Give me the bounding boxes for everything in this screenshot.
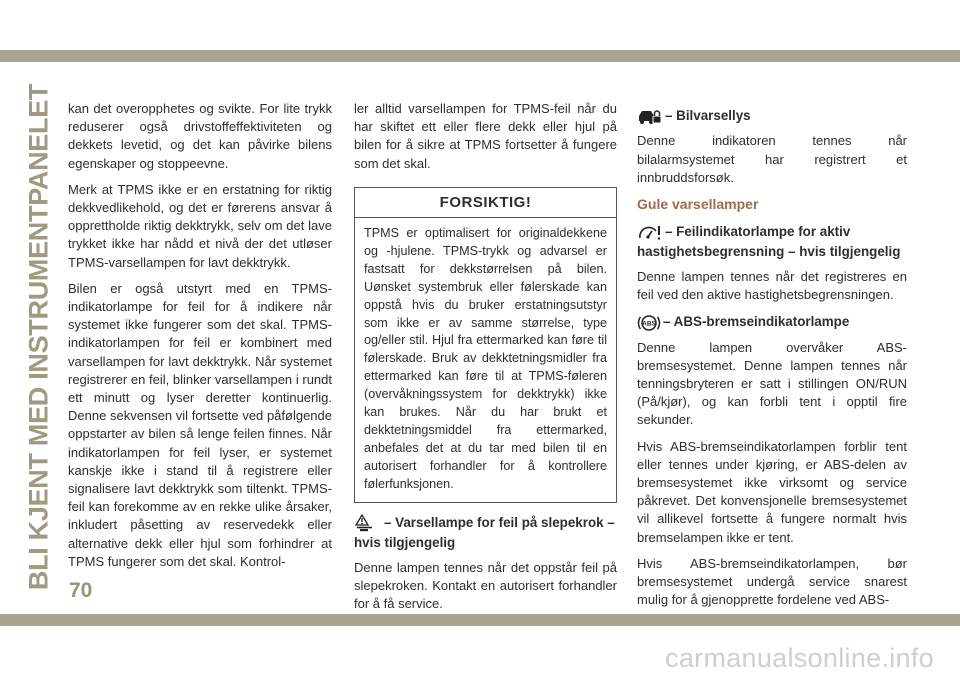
speed-limiter-fault-heading-text: – Feilindikatorlampe for aktiv hastighetsbegrensning – hvis tilgjengelig (637, 224, 901, 259)
paragraph: Denne indikatoren tennes når bilalarmsystemet har registrert et innbruddsforsøk. (637, 133, 907, 185)
text-column-2 (354, 100, 617, 622)
section-sidebar-title (23, 83, 54, 591)
vehicle-security-icon (637, 107, 663, 125)
text-column-3 (637, 100, 907, 617)
paragraph: Hvis ABS-bremseindikatorlampen forblir tent eller tennes under kjøring, er ABS-delen av bremsesystemet ikke virksomt og service påkrevet. Det konvensjonelle bremsesystemet vil allikevel fortsette å fungere normalt hvis bremselampen ikke er tent. (637, 438, 907, 545)
paragraph: Denne lampen tennes når det registreres en feil ved den aktive hastighetsbegrensningen. (637, 268, 907, 302)
speed-limiter-fault-heading (637, 222, 907, 260)
paragraph: Bilen er også utstyrt med en TPMS-indikatorlampe for feil for å indikere når systemet ikke fungerer som det skal. TPMS-indikatorlampen for feil er kombinert med varsellampen for lavt dekktrykk. Når systemet registrerer en feil, blinker varsellampen i rundt ett minutt og lyser deretter kontinuerlig. Denne sekvensen vil fortsette ved påfølgende oppstarter av bilen så lenge feilen finnes. Når indikatorlampen for feil lyser, er systemet kanskje ikke i stand til å registrere eller signalisere lavt dekktrykk som tiltenkt. TPMS-feil kan forekomme av en rekke ulike årsaker, inkludert påsetting av reservedekk eller alternative dekk eller hjul som forhindrer at TPMS fungerer som det skal. Kontrol- (68, 280, 332, 569)
paragraph: ler alltid varsellampen for TPMS-feil når du har skiftet ett eller flere dekk eller hjul på bilen for å sikre at TPMS fortsetter å fungere som det skal. (354, 101, 617, 171)
caution-box (354, 187, 617, 503)
abs-indicator-heading (637, 312, 907, 331)
caution-title: FORSIKTIG! (355, 188, 616, 218)
paragraph: kan det overopphetes og svikte. For lite trykk reduserer også drivstoffeffektiviteten og dekkets levetid, og det kan påvirke bilens egenskaper og stoppeevne. (68, 101, 332, 171)
abs-icon (637, 314, 661, 332)
trailer-hitch-warning-icon (354, 513, 382, 533)
vehicle-alarm-heading (637, 106, 907, 125)
paragraph: Denne lampen overvåker ABS-bremsesystemet. Denne lampen tennes når tenningsbryteren er satt i stillingen ON/RUN (På/kjør), og kan forbli tent i opptil fire sekunder. (637, 339, 907, 428)
paragraph: Hvis ABS-bremseindikatorlampen, bør bremsesystemet undergå service snarest mulig for å gjenopprette fordelene ved ABS- (637, 555, 907, 608)
trailer-warning-heading (354, 513, 617, 552)
caution-text: TPMS er optimalisert for originaldekkene og -hjulene. TPMS-trykk og advarsel er fastsatt for dekkstørrelsen på bilen. Uønsket systembruk eller følerskade kan oppstå hvis du bruker erstatningsutstyr som ikke er av samme størrelse, type og/eller stil. Hjul fra ettermarked kan føre til følerskade. Bruk av dekktetningsmidler fra ettermarked kan føre til at TPMS-føleren (overvåkningssystem for dekktrykk) ikke kan brukes. Når du har brukt et dekktetningsmiddel fra ettermarked, anbefales det at du tar med bilen til en autorisert forhandler for å kontrollere følerfunksjonen. (364, 226, 607, 491)
text-column-1 (68, 100, 332, 579)
svg-text:ABS: ABS (642, 319, 656, 327)
vehicle-alarm-heading-text: – Bilvarsellys (665, 108, 751, 123)
paragraph: Denne lampen tennes når det oppstår feil på slepekroken. Kontakt en autorisert forhandler for å få service. (354, 560, 617, 612)
paragraph: Merk at TPMS ikke er en erstatning for riktig dekkvedlikehold, og det er førerens ansvar å opprettholde riktig dekktrykk, selv om det lave trykket ikke har nådd et nivå der det utløser TPMS-varsellampen for lavt dekktrykk. (68, 181, 332, 270)
speed-limiter-fault-icon (637, 224, 663, 242)
sidebar-title-text: BLI KJENT MED INSTRUMENTPANELET (23, 83, 54, 591)
yellow-warning-lights-heading: Gule varsellamper (637, 196, 759, 213)
trailer-warning-heading-text: – Varsellampe for feil på slepekrok – hvis tilgjengelig (354, 514, 615, 551)
page-number: 70 (69, 579, 93, 602)
top-decorative-band (0, 50, 960, 62)
watermark: carmanualsonline.info (665, 643, 934, 673)
abs-indicator-heading-text: – ABS-bremseindikatorlampe (663, 314, 850, 330)
